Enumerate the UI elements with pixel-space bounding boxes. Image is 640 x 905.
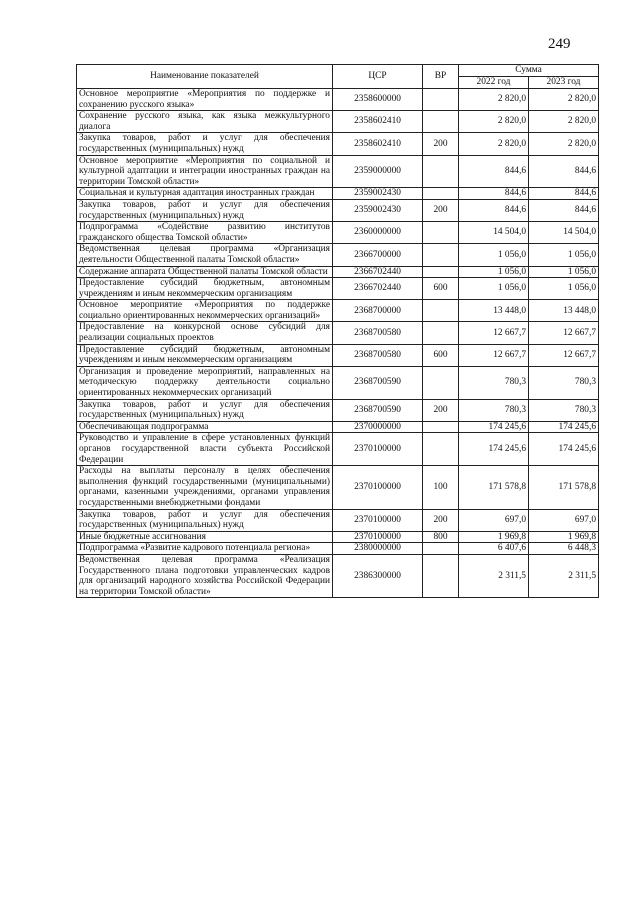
table-row (77, 244, 599, 266)
row-sum-2023-cell: 697,0 (529, 509, 599, 531)
row-vr-cell (423, 300, 459, 322)
row-sum-2022-cell: 14 504,0 (459, 222, 529, 244)
row-csr-cell: 2366702440 (333, 266, 423, 278)
table-row (77, 421, 599, 433)
row-vr-cell (423, 89, 459, 111)
row-name-cell: Иные бюджетные ассигнования (77, 531, 333, 543)
row-sum-2022-cell: 174 245,6 (459, 433, 529, 466)
row-name-cell: Организация и проведение мероприятий, направленных на методическую поддержку деятельности социально ориентированных некоммерческих организаций (77, 366, 333, 399)
row-csr-cell: 2368700590 (333, 366, 423, 399)
row-name-cell: Подпрограмма «Развитие кадрового потенциала региона» (77, 543, 333, 555)
row-csr-cell: 2370000000 (333, 421, 423, 433)
row-name-cell: Основное мероприятие «Мероприятия по поддержке социально ориентированных некоммерческих организаций» (77, 300, 333, 322)
row-sum-2023-cell: 780,3 (529, 399, 599, 421)
row-sum-2023-cell: 844,6 (529, 155, 599, 188)
table-body (77, 89, 599, 598)
row-vr-cell (423, 322, 459, 344)
row-sum-2022-cell: 844,6 (459, 155, 529, 188)
row-csr-cell: 2358602410 (333, 111, 423, 133)
row-vr-cell: 200 (423, 199, 459, 221)
row-sum-2022-cell: 2 820,0 (459, 111, 529, 133)
row-sum-2023-cell: 1 056,0 (529, 244, 599, 266)
header-year-2023: 2023 год (529, 77, 599, 89)
row-name-cell: Основное мероприятие «Мероприятия по поддержке и сохранению русского языка» (77, 89, 333, 111)
header-name: Наименование показателей (77, 65, 333, 89)
row-name-cell: Содержание аппарата Общественной палаты Томской области (77, 266, 333, 278)
header-vr: ВР (423, 65, 459, 89)
row-name-cell: Закупка товаров, работ и услуг для обеспечения государственных (муниципальных) нужд (77, 399, 333, 421)
table-row (77, 155, 599, 188)
row-csr-cell: 2386300000 (333, 554, 423, 597)
header-csr: ЦСР (333, 65, 423, 89)
row-sum-2023-cell: 2 820,0 (529, 111, 599, 133)
row-vr-cell (423, 266, 459, 278)
row-csr-cell: 2370100000 (333, 509, 423, 531)
row-vr-cell (423, 111, 459, 133)
row-sum-2023-cell: 1 969,8 (529, 531, 599, 543)
row-vr-cell: 600 (423, 344, 459, 366)
row-name-cell: Предоставление субсидий бюджетным, автономным учреждениям и иным некоммерческим организациям (77, 278, 333, 300)
table-row (77, 531, 599, 543)
row-sum-2023-cell: 174 245,6 (529, 433, 599, 466)
table-row (77, 344, 599, 366)
row-sum-2022-cell: 174 245,6 (459, 421, 529, 433)
row-name-cell: Сохранение русского языка, как языка межкультурного диалога (77, 111, 333, 133)
budget-table (76, 64, 599, 598)
row-name-cell: Основное мероприятие «Мероприятия по социальной и культурной адаптации и интеграции иностранных граждан на территории Томской области» (77, 155, 333, 188)
table-row (77, 509, 599, 531)
row-name-cell: Социальная и культурная адаптация иностранных граждан (77, 188, 333, 200)
row-csr-cell: 2366700000 (333, 244, 423, 266)
row-sum-2023-cell: 13 448,0 (529, 300, 599, 322)
row-vr-cell (423, 244, 459, 266)
table-row (77, 222, 599, 244)
row-csr-cell: 2370100000 (333, 531, 423, 543)
row-vr-cell: 600 (423, 278, 459, 300)
row-sum-2023-cell: 174 245,6 (529, 421, 599, 433)
row-sum-2023-cell: 6 448,3 (529, 543, 599, 555)
row-csr-cell: 2368700000 (333, 300, 423, 322)
row-csr-cell: 2380000000 (333, 543, 423, 555)
row-vr-cell: 200 (423, 133, 459, 155)
row-name-cell: Ведомственная целевая программа «Реализация Государственного плана подготовки управленческих кадров для организаций народного хозяйства Российской Федерации на территории Томской области» (77, 554, 333, 597)
table-row (77, 466, 599, 509)
row-csr-cell: 2370100000 (333, 433, 423, 466)
row-name-cell: Руководство и управление в сфере установленных функций органов государственной власти субъекта Российской Федерации (77, 433, 333, 466)
table-row (77, 199, 599, 221)
row-sum-2023-cell: 2 820,0 (529, 133, 599, 155)
table-row (77, 133, 599, 155)
row-csr-cell: 2360000000 (333, 222, 423, 244)
row-csr-cell: 2368700590 (333, 399, 423, 421)
table-row (77, 111, 599, 133)
table-row (77, 543, 599, 555)
table-header (77, 65, 599, 89)
row-sum-2022-cell: 2 820,0 (459, 89, 529, 111)
table-row (77, 554, 599, 597)
row-name-cell: Предоставление на конкурсной основе субсидий для реализации социальных проектов (77, 322, 333, 344)
table-row (77, 278, 599, 300)
row-sum-2023-cell: 12 667,7 (529, 322, 599, 344)
row-name-cell: Закупка товаров, работ и услуг для обеспечения государственных (муниципальных) нужд (77, 199, 333, 221)
row-vr-cell (423, 421, 459, 433)
row-csr-cell: 2368700580 (333, 322, 423, 344)
row-sum-2022-cell: 6 407,6 (459, 543, 529, 555)
row-sum-2022-cell: 780,3 (459, 399, 529, 421)
row-vr-cell (423, 433, 459, 466)
row-sum-2022-cell: 171 578,8 (459, 466, 529, 509)
header-year-2022: 2022 год (459, 77, 529, 89)
page-number: 249 (548, 36, 571, 52)
row-vr-cell (423, 155, 459, 188)
row-sum-2022-cell: 2 820,0 (459, 133, 529, 155)
row-csr-cell: 2359002430 (333, 199, 423, 221)
row-name-cell: Закупка товаров, работ и услуг для обеспечения государственных (муниципальных) нужд (77, 133, 333, 155)
row-sum-2023-cell: 1 056,0 (529, 266, 599, 278)
row-sum-2022-cell: 780,3 (459, 366, 529, 399)
table-row (77, 266, 599, 278)
row-csr-cell: 2370100000 (333, 466, 423, 509)
row-sum-2022-cell: 1 056,0 (459, 244, 529, 266)
row-name-cell: Обеспечивающая подпрограмма (77, 421, 333, 433)
row-sum-2022-cell: 12 667,7 (459, 322, 529, 344)
row-vr-cell (423, 554, 459, 597)
row-sum-2022-cell: 1 056,0 (459, 278, 529, 300)
row-sum-2022-cell: 844,6 (459, 188, 529, 200)
row-sum-2022-cell: 13 448,0 (459, 300, 529, 322)
row-csr-cell: 2358602410 (333, 133, 423, 155)
row-vr-cell (423, 543, 459, 555)
row-sum-2022-cell: 1 969,8 (459, 531, 529, 543)
row-vr-cell (423, 188, 459, 200)
table-row (77, 366, 599, 399)
table-row (77, 433, 599, 466)
row-sum-2023-cell: 844,6 (529, 188, 599, 200)
row-sum-2022-cell: 844,6 (459, 199, 529, 221)
row-vr-cell: 800 (423, 531, 459, 543)
row-csr-cell: 2366702440 (333, 278, 423, 300)
row-sum-2023-cell: 14 504,0 (529, 222, 599, 244)
row-sum-2022-cell: 1 056,0 (459, 266, 529, 278)
row-sum-2023-cell: 844,6 (529, 199, 599, 221)
row-name-cell: Подпрограмма «Содействие развитию институтов гражданского общества Томской области» (77, 222, 333, 244)
row-sum-2023-cell: 780,3 (529, 366, 599, 399)
row-sum-2022-cell: 12 667,7 (459, 344, 529, 366)
table-row (77, 322, 599, 344)
table-row (77, 89, 599, 111)
row-csr-cell: 2359002430 (333, 188, 423, 200)
table-row (77, 300, 599, 322)
row-name-cell: Предоставление субсидий бюджетным, автономным учреждениям и иным некоммерческим организациям (77, 344, 333, 366)
row-csr-cell: 2358600000 (333, 89, 423, 111)
row-name-cell: Закупка товаров, работ и услуг для обеспечения государственных (муниципальных) нужд (77, 509, 333, 531)
row-vr-cell (423, 366, 459, 399)
row-sum-2023-cell: 171 578,8 (529, 466, 599, 509)
row-name-cell: Расходы на выплаты персоналу в целях обеспечения выполнения функций государственными (муниципальными) органами, казенными учреждениями, органами управления государственными внебюджетными фондами (77, 466, 333, 509)
row-vr-cell: 200 (423, 509, 459, 531)
row-sum-2023-cell: 1 056,0 (529, 278, 599, 300)
row-csr-cell: 2359000000 (333, 155, 423, 188)
row-csr-cell: 2368700580 (333, 344, 423, 366)
header-sum: Сумма (459, 65, 599, 77)
row-sum-2022-cell: 2 311,5 (459, 554, 529, 597)
row-sum-2023-cell: 2 820,0 (529, 89, 599, 111)
row-vr-cell: 100 (423, 466, 459, 509)
row-sum-2023-cell: 12 667,7 (529, 344, 599, 366)
row-sum-2023-cell: 2 311,5 (529, 554, 599, 597)
row-name-cell: Ведомственная целевая программа «Организация деятельности Общественной палаты Томской области» (77, 244, 333, 266)
row-vr-cell (423, 222, 459, 244)
row-vr-cell: 200 (423, 399, 459, 421)
table-row (77, 188, 599, 200)
table-row (77, 399, 599, 421)
row-sum-2022-cell: 697,0 (459, 509, 529, 531)
